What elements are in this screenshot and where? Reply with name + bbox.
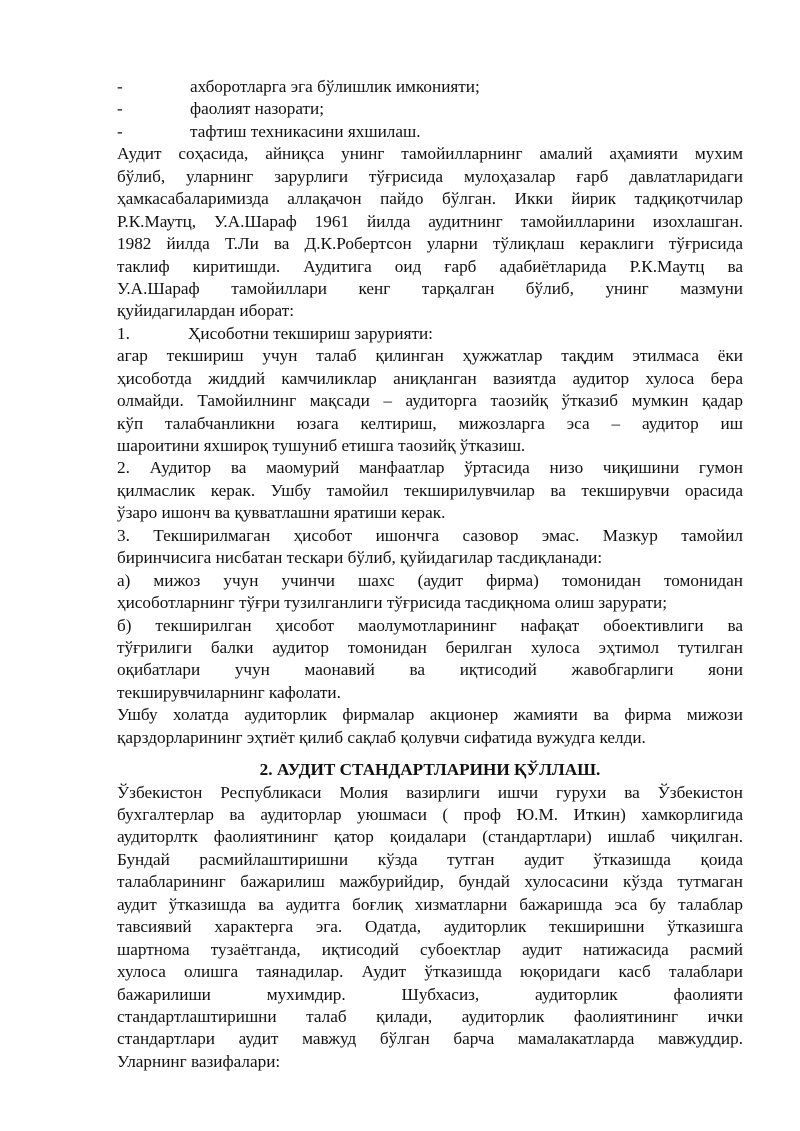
text-line: стандартлаштиришни талаб қилади, аудиторлик фаолиятининг ички: [117, 1006, 743, 1026]
paragraph-conclusion: [117, 704, 743, 749]
text-line: талабларининг бажарилиш мажбурийдир, бундай хулосасини кўзда тутмаган: [117, 872, 743, 892]
text-line: стандартлари аудит мавжуд бўлган барча мамалакатларда мавжуддир.: [117, 1029, 743, 1049]
text-line: Ўзбекистон Республикаси Молия вазирлиги ишчи гурухи ва Ўзбекистон: [117, 782, 743, 802]
bullet-dash: -: [117, 121, 123, 141]
text-line: текширувчиларнинг кафолати.: [117, 682, 341, 702]
section-heading: 2. АУДИТ СТАНДАРТЛАРИНИ ҚЎЛЛАШ.: [259, 760, 601, 780]
text-line: ҳамкасабаларимизда аллақачон пайдо бўлган. Икки йирик тадқиқотчилар: [117, 189, 743, 209]
text-line: Бундай расмийлаштиришни кўзда тутган аудит ўтказишда қоида: [117, 849, 743, 869]
text-line: ўзаро ишонч ва қувватлашни яратиши керак.: [117, 503, 446, 523]
text-line: Аудит соҳасида, айниқса унинг тамойилларнинг амалий аҳамияти мухим: [117, 144, 743, 164]
text-line: шароитини яхшироқ тушуниб етишга таозийқ ўтказиш.: [117, 436, 526, 455]
bullet-text: ахборотларга эга бўлишлик имконияти;: [190, 77, 480, 96]
paragraph-item-3: [117, 525, 743, 570]
bullet-dash: -: [117, 77, 123, 96]
text-line: биринчисига нисбатан тескари бўлиб, қуйидагилар тасдиқланади:: [117, 548, 603, 568]
text-line: аудиторлтк фаолиятининг қатор қоидалари (стандартлари) ишлаб чиқилган.: [117, 827, 743, 847]
bullet-text: фаолият назорати;: [190, 99, 324, 119]
text-line: кўп талабчанликни юзага келтириш, мижозларга эса – аудитор иш: [117, 413, 743, 433]
paragraph-item-1: [117, 345, 743, 457]
text-line: бажарилиши мухимдир. Шубхасиз, аудиторлик фаолияти: [117, 984, 743, 1004]
text-line: олмайди. Тамойилнинг мақсади – аудиторга таозийқ ўтказиб мумкин қадар: [117, 391, 743, 411]
paragraph-item-2: [117, 457, 743, 524]
paragraph-principles-intro: [117, 143, 743, 323]
text-line: қуйидагилардан иборат:: [117, 301, 295, 321]
text-line: 2. Аудитор ва маомурий манфаатлар ўртасида низо чиқишини гумон: [117, 458, 743, 478]
bullet-list: [117, 76, 743, 143]
text-line: хулоса олишга таянадилар. Аудит ўтказишда юқоридаги касб талаблари: [117, 962, 743, 982]
item-number: 1.: [117, 323, 130, 343]
text-line: тавсиявий характерга эга. Одатда, аудиторлик текширишни ўтказишга: [117, 917, 743, 937]
list-item: [117, 121, 743, 143]
text-line: Р.К.Маутц, У.А.Шараф 1961 йилда аудитнинг тамойилларини изохлашган.: [117, 211, 743, 231]
text-line: шартнома тузаётганда, иқтисодий субоектлар аудит натижасида расмий: [117, 939, 743, 959]
text-line: ҳисоботда жиддий камчиликлар аниқланган вазиятда аудитор хулоса бера: [117, 368, 743, 388]
text-line: агар текшириш учун талаб қилинган ҳужжатлар тақдим этилмаса ёки: [117, 346, 743, 366]
list-item: [117, 98, 743, 120]
text-line: қилмаслик керак. Ушбу тамойил текширилувчилар ва текширувчи орасида: [117, 480, 743, 500]
text-line: а) мижоз учун учинчи шахс (аудит фирма) томонидан томонидан: [117, 570, 743, 590]
numbered-item-1: [117, 323, 743, 345]
text-line: Ушбу холатда аудиторлик фирмалар акционер жамияти ва фирма мижози: [117, 705, 743, 725]
text-line: қарздорларининг эҳтиёт қилиб сақлаб қолувчи сифатида вужудга келди.: [117, 727, 646, 747]
paragraph-item-b: [117, 615, 743, 705]
text-line: таклиф киритишди. Аудитига оид ғарб адабиётларида Р.К.Маутц ва: [117, 256, 743, 276]
text-line: 3. Текширилмаган ҳисобот ишончга сазовор эмас. Мазкур тамойил: [117, 525, 743, 545]
text-line: оқибатлари учун маонавий ва иқтисодий жавобгарлиги яони: [117, 660, 743, 680]
text-line: 1982 йилда Т.Ли ва Д.К.Робертсон уларни тўлиқлаш кераклиги тўғрисида: [117, 234, 743, 254]
bullet-text: тафтиш техникасини яхшилаш.: [190, 121, 421, 141]
text-line: У.А.Шараф тамойиллари кенг тарқалган бўлиб, унинг мазмуни: [117, 278, 743, 298]
text-line: Уларнинг вазифалари:: [117, 1051, 281, 1071]
text-line: тўғрилиги балки аудитор томонидан берилган хулоса эҳтимол тутилган: [117, 637, 743, 657]
text-line: бухгалтерлар ва аудиторлар уюшмаси ( проф Ю.М. Иткин) хамкорлигида: [117, 805, 743, 824]
text-line: бўлиб, уларнинг зарурлиги тўғрисида мулоҳазалар ғарб давлатларидаги: [117, 166, 743, 186]
bullet-dash: -: [117, 99, 123, 119]
text-line: аудит ўтказишда ва аудитга боғлиқ хизматларни бажаришда эса бу талаблар: [117, 894, 743, 914]
item-title: Ҳисоботни текшириш зарурияти:: [188, 323, 433, 343]
paragraph-item-a: [117, 570, 743, 615]
list-item: [117, 76, 743, 98]
text-line: ҳисоботларнинг тўғри тузилганлиги тўғрисида тасдиқнома олиш зарурати;: [117, 593, 668, 613]
document-page: [117, 76, 743, 1073]
paragraph-standards: [117, 782, 743, 1074]
text-line: б) текширилган ҳисобот маолумотларининг нафақат обоективлиги ва: [117, 615, 743, 635]
